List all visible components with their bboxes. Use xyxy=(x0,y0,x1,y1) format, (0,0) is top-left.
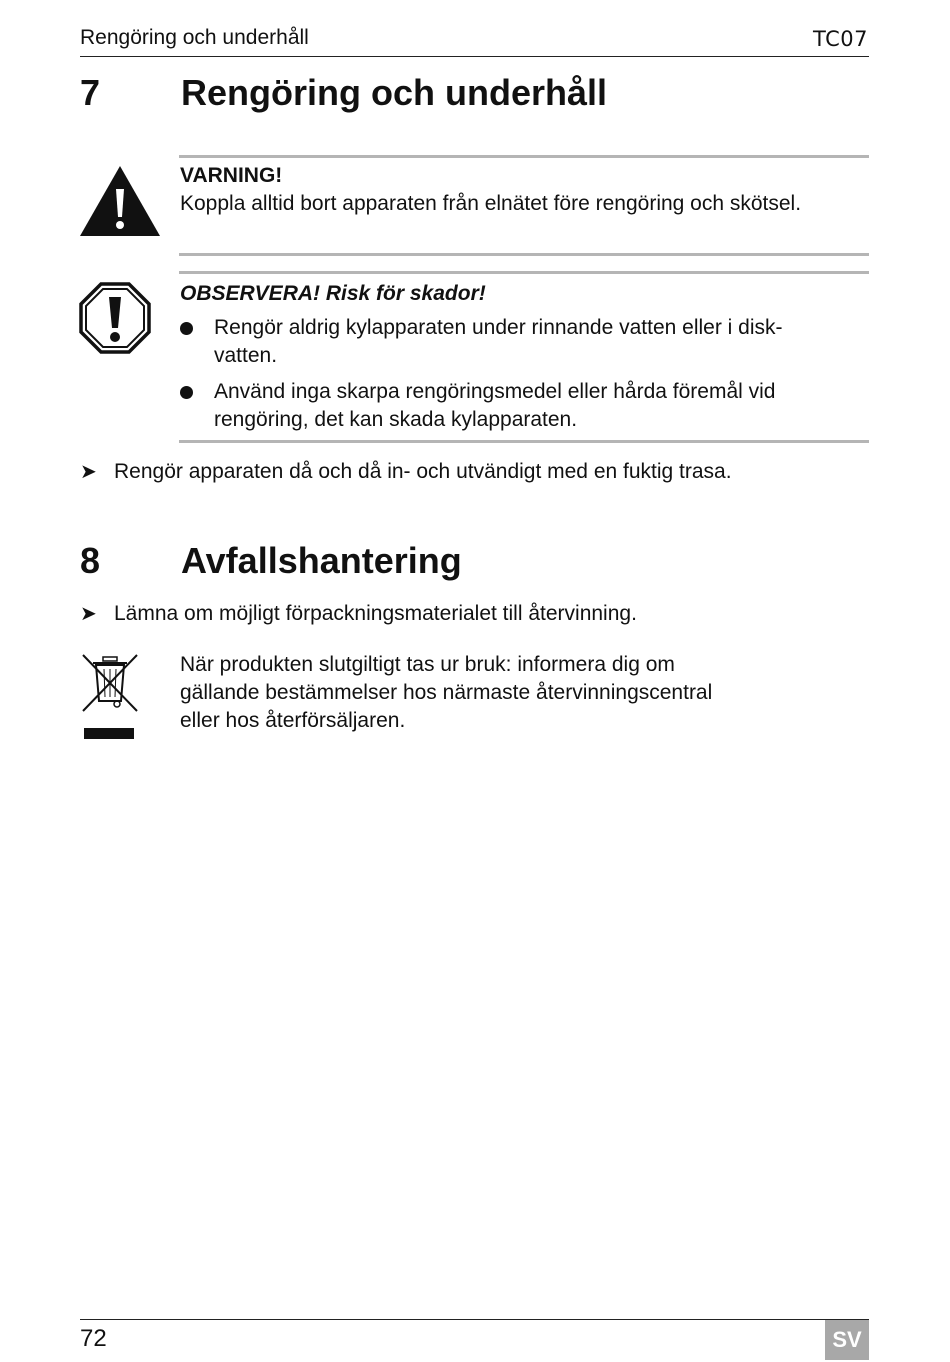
notice-bullet-1-line-2: vatten. xyxy=(214,344,278,367)
warning-top-rule xyxy=(179,155,869,158)
section-8-title: Avfallshantering xyxy=(181,540,462,581)
section-7-title: Rengöring och underhåll xyxy=(181,72,608,113)
warning-triangle-icon xyxy=(79,165,161,237)
warning-bottom-rule xyxy=(179,253,869,256)
notice-bullet-2-line-2: rengöring, det kan skada kylapparaten. xyxy=(214,408,578,431)
disposal-text-line-3: eller hos återförsäljaren. xyxy=(180,709,406,732)
crossed-out-bin-icon xyxy=(80,653,140,741)
bullet-dot xyxy=(180,386,193,399)
disposal-text-line-2: gällande bestämmelser hos närmaste återvinningscentral xyxy=(180,681,713,704)
running-header-title: Rengöring och underhåll xyxy=(80,26,309,49)
caution-octagon-icon xyxy=(79,282,151,354)
section-7-number: 7 xyxy=(80,72,101,113)
page-number: 72 xyxy=(80,1325,107,1352)
packaging-instruction: Lämna om möjligt förpackningsmaterialet till återvinning. xyxy=(114,602,637,625)
cleaning-instruction: Rengör apparaten då och då in- och utvändigt med en fuktig trasa. xyxy=(114,460,732,483)
model-label: TC07 xyxy=(813,27,868,51)
notice-top-rule xyxy=(179,271,869,274)
header-divider xyxy=(80,56,869,57)
bullet-dot xyxy=(180,322,193,335)
notice-bullet-1-line-1: Rengör aldrig kylapparaten under rinnande vatten eller i disk- xyxy=(214,316,783,339)
notice-heading: OBSERVERA! Risk för skador! xyxy=(180,282,486,305)
warning-heading: VARNING! xyxy=(180,164,283,187)
section-8-number: 8 xyxy=(80,540,101,581)
warning-text: Koppla alltid bort apparaten från elnätet före rengöring och skötsel. xyxy=(180,192,802,215)
notice-bottom-rule xyxy=(179,440,869,443)
instruction-arrow-icon: ➤ xyxy=(80,603,97,625)
notice-bullet-2-line-1: Använd inga skarpa rengöringsmedel eller hårda föremål vid xyxy=(214,380,776,403)
instruction-arrow-icon: ➤ xyxy=(80,461,97,483)
language-badge: SV xyxy=(825,1320,869,1360)
footer-divider xyxy=(80,1319,869,1320)
disposal-text-line-1: När produkten slutgiltigt tas ur bruk: informera dig om xyxy=(180,653,675,676)
